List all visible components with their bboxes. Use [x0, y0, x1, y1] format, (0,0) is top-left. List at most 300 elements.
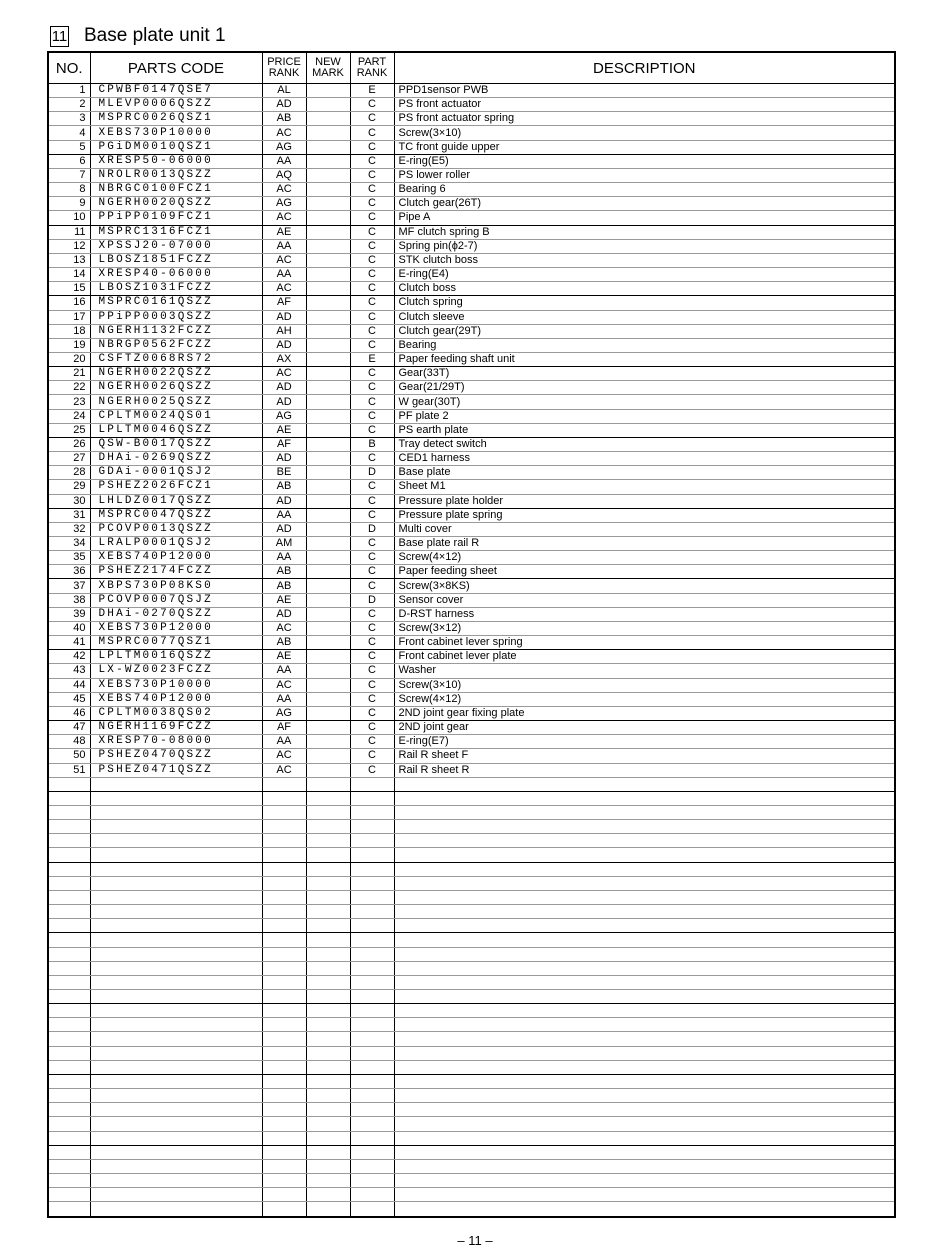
- row-number: 5: [48, 140, 90, 154]
- row-part-rank: C: [350, 636, 394, 650]
- row-price-rank: AB: [262, 480, 306, 494]
- table-row: [48, 395, 895, 409]
- row-description: [394, 820, 895, 834]
- row-number: [48, 1032, 90, 1046]
- row-description: Clutch gear(29T): [394, 324, 895, 338]
- row-part-rank: C: [350, 621, 394, 635]
- row-new-mark: [306, 1103, 350, 1117]
- table-row: [48, 749, 895, 763]
- row-description: [394, 805, 895, 819]
- table-row: [48, 508, 895, 522]
- row-description: [394, 890, 895, 904]
- table-row: [48, 480, 895, 494]
- row-description: [394, 1159, 895, 1173]
- row-number: [48, 1131, 90, 1145]
- row-part-rank: C: [350, 607, 394, 621]
- row-description: [394, 1145, 895, 1159]
- row-description: Front cabinet lever plate: [394, 650, 895, 664]
- row-number: 39: [48, 607, 90, 621]
- row-part-rank: [350, 1060, 394, 1074]
- row-number: 20: [48, 352, 90, 366]
- row-description: Gear(33T): [394, 367, 895, 381]
- row-new-mark: [306, 947, 350, 961]
- row-new-mark: [306, 268, 350, 282]
- row-part-rank: C: [350, 749, 394, 763]
- table-row: [48, 239, 895, 253]
- row-price-rank: [262, 791, 306, 805]
- row-part-rank: C: [350, 409, 394, 423]
- col-header-part-rank: PART RANK: [350, 52, 394, 84]
- row-description: [394, 1117, 895, 1131]
- row-new-mark: [306, 168, 350, 182]
- section-number-box: 11: [51, 27, 68, 45]
- row-description: Rail R sheet R: [394, 763, 895, 777]
- row-parts-code: [90, 1131, 262, 1145]
- row-part-rank: C: [350, 310, 394, 324]
- row-part-rank: [350, 947, 394, 961]
- row-parts-code: [90, 905, 262, 919]
- row-price-rank: [262, 919, 306, 933]
- row-parts-code: [90, 1117, 262, 1131]
- table-row: [48, 1060, 895, 1074]
- table-row: [48, 225, 895, 239]
- row-price-rank: [262, 834, 306, 848]
- row-parts-code: PSHEZ0470QSZZ: [90, 749, 262, 763]
- row-parts-code: XPSSJ20-07000: [90, 239, 262, 253]
- row-part-rank: C: [350, 253, 394, 267]
- row-description: [394, 1174, 895, 1188]
- row-parts-code: NGERH0022QSZZ: [90, 367, 262, 381]
- row-price-rank: BE: [262, 466, 306, 480]
- table-row: [48, 423, 895, 437]
- row-new-mark: [306, 621, 350, 635]
- section-title: Base plate unit 1: [84, 25, 226, 46]
- row-number: [48, 1074, 90, 1088]
- row-price-rank: AX: [262, 352, 306, 366]
- row-new-mark: [306, 239, 350, 253]
- row-number: [48, 890, 90, 904]
- row-description: [394, 862, 895, 876]
- row-price-rank: [262, 876, 306, 890]
- table-row: [48, 1131, 895, 1145]
- row-part-rank: C: [350, 112, 394, 126]
- row-part-rank: C: [350, 381, 394, 395]
- row-part-rank: C: [350, 551, 394, 565]
- row-number: [48, 1060, 90, 1074]
- row-parts-code: [90, 862, 262, 876]
- row-new-mark: [306, 253, 350, 267]
- row-number: 30: [48, 494, 90, 508]
- row-price-rank: AC: [262, 282, 306, 296]
- row-number: [48, 1018, 90, 1032]
- row-price-rank: [262, 1159, 306, 1173]
- row-price-rank: AF: [262, 296, 306, 310]
- row-number: 24: [48, 409, 90, 423]
- row-price-rank: AD: [262, 494, 306, 508]
- row-price-rank: AM: [262, 537, 306, 551]
- row-part-rank: C: [350, 211, 394, 225]
- row-price-rank: AF: [262, 437, 306, 451]
- row-number: 15: [48, 282, 90, 296]
- row-number: [48, 1174, 90, 1188]
- row-part-rank: [350, 1089, 394, 1103]
- row-part-rank: C: [350, 126, 394, 140]
- row-number: 16: [48, 296, 90, 310]
- row-part-rank: [350, 1117, 394, 1131]
- table-row: [48, 522, 895, 536]
- row-new-mark: [306, 381, 350, 395]
- row-part-rank: C: [350, 721, 394, 735]
- row-parts-code: [90, 1018, 262, 1032]
- row-number: 50: [48, 749, 90, 763]
- table-row: [48, 268, 895, 282]
- table-row: [48, 607, 895, 621]
- row-new-mark: [306, 890, 350, 904]
- table-row: [48, 452, 895, 466]
- row-number: [48, 848, 90, 862]
- row-price-rank: [262, 1188, 306, 1202]
- table-header-row: [48, 52, 895, 84]
- col-header-description: DESCRIPTION: [394, 52, 895, 84]
- row-part-rank: C: [350, 664, 394, 678]
- row-part-rank: B: [350, 437, 394, 451]
- row-part-rank: [350, 862, 394, 876]
- row-description: Paper feeding sheet: [394, 565, 895, 579]
- row-description: Screw(3×10): [394, 126, 895, 140]
- row-number: 25: [48, 423, 90, 437]
- row-description: PS front actuator spring: [394, 112, 895, 126]
- row-number: [48, 777, 90, 791]
- row-description: PF plate 2: [394, 409, 895, 423]
- row-price-rank: AB: [262, 636, 306, 650]
- row-part-rank: C: [350, 338, 394, 352]
- row-part-rank: [350, 1188, 394, 1202]
- row-parts-code: [90, 876, 262, 890]
- table-row: [48, 1004, 895, 1018]
- row-number: 26: [48, 437, 90, 451]
- row-part-rank: C: [350, 579, 394, 593]
- row-description: PS lower roller: [394, 168, 895, 182]
- table-row: [48, 381, 895, 395]
- row-number: [48, 975, 90, 989]
- table-row: [48, 1032, 895, 1046]
- table-row: [48, 98, 895, 112]
- row-parts-code: CPLTM0024QS01: [90, 409, 262, 423]
- row-parts-code: PSHEZ0471QSZZ: [90, 763, 262, 777]
- row-price-rank: AD: [262, 98, 306, 112]
- row-price-rank: [262, 848, 306, 862]
- row-parts-code: XEBS730P10000: [90, 126, 262, 140]
- row-number: 2: [48, 98, 90, 112]
- row-description: [394, 777, 895, 791]
- row-part-rank: [350, 1074, 394, 1088]
- row-description: PPD1sensor PWB: [394, 84, 895, 98]
- row-parts-code: MSPRC0161QSZZ: [90, 296, 262, 310]
- row-description: [394, 933, 895, 947]
- row-price-rank: [262, 1174, 306, 1188]
- row-new-mark: [306, 522, 350, 536]
- row-number: 44: [48, 678, 90, 692]
- row-number: 41: [48, 636, 90, 650]
- row-price-rank: AQ: [262, 168, 306, 182]
- row-part-rank: C: [350, 225, 394, 239]
- row-parts-code: [90, 1004, 262, 1018]
- row-price-rank: AE: [262, 225, 306, 239]
- row-part-rank: C: [350, 565, 394, 579]
- row-parts-code: XEBS730P10000: [90, 678, 262, 692]
- row-price-rank: AC: [262, 763, 306, 777]
- row-new-mark: [306, 338, 350, 352]
- row-number: [48, 862, 90, 876]
- row-number: 31: [48, 508, 90, 522]
- row-price-rank: AE: [262, 423, 306, 437]
- table-row: [48, 197, 895, 211]
- row-new-mark: [306, 1174, 350, 1188]
- row-description: E-ring(E7): [394, 735, 895, 749]
- row-new-mark: [306, 1089, 350, 1103]
- row-number: 10: [48, 211, 90, 225]
- row-description: [394, 834, 895, 848]
- row-description: STK clutch boss: [394, 253, 895, 267]
- row-price-rank: AC: [262, 253, 306, 267]
- row-description: Bearing 6: [394, 183, 895, 197]
- row-number: 47: [48, 721, 90, 735]
- row-new-mark: [306, 211, 350, 225]
- row-new-mark: [306, 197, 350, 211]
- row-new-mark: [306, 791, 350, 805]
- row-price-rank: AA: [262, 664, 306, 678]
- table-row: [48, 551, 895, 565]
- table-row: [48, 721, 895, 735]
- row-description: Tray detect switch: [394, 437, 895, 451]
- row-new-mark: [306, 494, 350, 508]
- row-number: 12: [48, 239, 90, 253]
- row-description: [394, 1060, 895, 1074]
- row-number: [48, 1159, 90, 1173]
- table-row: [48, 834, 895, 848]
- table-row: [48, 1046, 895, 1060]
- row-price-rank: AG: [262, 706, 306, 720]
- table-row: [48, 1074, 895, 1088]
- row-new-mark: [306, 933, 350, 947]
- row-new-mark: [306, 126, 350, 140]
- row-new-mark: [306, 848, 350, 862]
- row-description: [394, 919, 895, 933]
- row-part-rank: [350, 1174, 394, 1188]
- row-new-mark: [306, 905, 350, 919]
- row-parts-code: [90, 947, 262, 961]
- row-parts-code: PSHEZ2174FCZZ: [90, 565, 262, 579]
- row-description: 2ND joint gear fixing plate: [394, 706, 895, 720]
- row-parts-code: GDAi-0001QSJ2: [90, 466, 262, 480]
- row-price-rank: AD: [262, 310, 306, 324]
- row-part-rank: [350, 848, 394, 862]
- table-row: [48, 862, 895, 876]
- row-new-mark: [306, 452, 350, 466]
- row-new-mark: [306, 112, 350, 126]
- row-new-mark: [306, 805, 350, 819]
- col-header-parts-code: PARTS CODE: [90, 52, 262, 84]
- row-parts-code: [90, 1032, 262, 1046]
- row-parts-code: [90, 1089, 262, 1103]
- row-new-mark: [306, 1004, 350, 1018]
- table-row: [48, 296, 895, 310]
- row-description: [394, 905, 895, 919]
- row-new-mark: [306, 466, 350, 480]
- row-parts-code: [90, 919, 262, 933]
- row-new-mark: [306, 282, 350, 296]
- row-description: Sheet M1: [394, 480, 895, 494]
- row-part-rank: C: [350, 140, 394, 154]
- row-parts-code: MLEVP0006QSZZ: [90, 98, 262, 112]
- row-parts-code: MSPRC0077QSZ1: [90, 636, 262, 650]
- table-row: [48, 1145, 895, 1159]
- row-description: Screw(3×12): [394, 621, 895, 635]
- row-parts-code: [90, 933, 262, 947]
- row-parts-code: PGiDM0010QSZ1: [90, 140, 262, 154]
- row-price-rank: [262, 1060, 306, 1074]
- row-parts-code: [90, 990, 262, 1004]
- table-row: [48, 494, 895, 508]
- table-row: [48, 805, 895, 819]
- row-part-rank: [350, 933, 394, 947]
- row-number: [48, 1117, 90, 1131]
- row-number: 8: [48, 183, 90, 197]
- row-new-mark: [306, 706, 350, 720]
- table-row: [48, 367, 895, 381]
- row-part-rank: C: [350, 239, 394, 253]
- row-part-rank: [350, 1159, 394, 1173]
- row-number: [48, 1103, 90, 1117]
- row-number: 46: [48, 706, 90, 720]
- row-price-rank: AD: [262, 522, 306, 536]
- row-number: [48, 876, 90, 890]
- row-price-rank: AC: [262, 678, 306, 692]
- row-price-rank: AB: [262, 112, 306, 126]
- row-new-mark: [306, 607, 350, 621]
- row-number: 35: [48, 551, 90, 565]
- row-part-rank: C: [350, 197, 394, 211]
- row-part-rank: C: [350, 692, 394, 706]
- row-parts-code: NGERH1169FCZZ: [90, 721, 262, 735]
- row-description: W gear(30T): [394, 395, 895, 409]
- table-row: [48, 791, 895, 805]
- row-price-rank: [262, 1018, 306, 1032]
- table-row: [48, 352, 895, 366]
- row-parts-code: NGERH0025QSZZ: [90, 395, 262, 409]
- row-parts-code: DHAi-0269QSZZ: [90, 452, 262, 466]
- row-new-mark: [306, 395, 350, 409]
- row-part-rank: C: [350, 324, 394, 338]
- row-description: Pressure plate holder: [394, 494, 895, 508]
- row-part-rank: [350, 834, 394, 848]
- row-part-rank: C: [350, 508, 394, 522]
- parts-table: [47, 51, 896, 1218]
- table-row: [48, 1117, 895, 1131]
- row-description: Gear(21/29T): [394, 381, 895, 395]
- row-parts-code: XRESP40-06000: [90, 268, 262, 282]
- row-price-rank: AD: [262, 395, 306, 409]
- row-description: E-ring(E5): [394, 154, 895, 168]
- row-parts-code: NGERH0026QSZZ: [90, 381, 262, 395]
- table-row: [48, 253, 895, 267]
- row-description: [394, 975, 895, 989]
- row-number: 17: [48, 310, 90, 324]
- row-new-mark: [306, 84, 350, 98]
- row-part-rank: [350, 905, 394, 919]
- row-price-rank: AA: [262, 154, 306, 168]
- row-parts-code: XEBS740P12000: [90, 551, 262, 565]
- row-part-rank: C: [350, 494, 394, 508]
- table-row: [48, 1188, 895, 1202]
- row-description: Base plate rail R: [394, 537, 895, 551]
- row-parts-code: LBŌSZ1031FCZZ: [90, 282, 262, 296]
- row-description: [394, 1046, 895, 1060]
- row-number: [48, 905, 90, 919]
- row-number: [48, 1145, 90, 1159]
- row-price-rank: [262, 1103, 306, 1117]
- row-price-rank: AE: [262, 650, 306, 664]
- row-number: 51: [48, 763, 90, 777]
- row-description: Screw(3×10): [394, 678, 895, 692]
- row-parts-code: [90, 1174, 262, 1188]
- row-price-rank: [262, 1117, 306, 1131]
- row-part-rank: [350, 820, 394, 834]
- row-part-rank: [350, 1046, 394, 1060]
- table-row: [48, 820, 895, 834]
- row-description: [394, 1018, 895, 1032]
- row-description: [394, 1032, 895, 1046]
- table-row: [48, 593, 895, 607]
- row-price-rank: [262, 1004, 306, 1018]
- row-part-rank: [350, 1145, 394, 1159]
- table-row: [48, 763, 895, 777]
- row-description: [394, 1188, 895, 1202]
- row-part-rank: C: [350, 282, 394, 296]
- row-new-mark: [306, 1188, 350, 1202]
- row-price-rank: AG: [262, 140, 306, 154]
- row-part-rank: D: [350, 466, 394, 480]
- row-price-rank: AA: [262, 692, 306, 706]
- row-number: 27: [48, 452, 90, 466]
- table-row: [48, 338, 895, 352]
- table-row: [48, 919, 895, 933]
- table-row: [48, 692, 895, 706]
- row-description: [394, 990, 895, 1004]
- row-parts-code: MSPRC0047QSZZ: [90, 508, 262, 522]
- row-description: Base plate: [394, 466, 895, 480]
- row-new-mark: [306, 650, 350, 664]
- row-price-rank: AA: [262, 508, 306, 522]
- row-description: 2ND joint gear: [394, 721, 895, 735]
- row-number: [48, 834, 90, 848]
- table-row: [48, 664, 895, 678]
- row-new-mark: [306, 409, 350, 423]
- row-part-rank: [350, 990, 394, 1004]
- row-part-rank: C: [350, 480, 394, 494]
- row-price-rank: AF: [262, 721, 306, 735]
- row-part-rank: D: [350, 522, 394, 536]
- row-price-rank: AB: [262, 579, 306, 593]
- row-number: 18: [48, 324, 90, 338]
- row-parts-code: LPLTM0016QSZZ: [90, 650, 262, 664]
- row-new-mark: [306, 961, 350, 975]
- row-number: [48, 791, 90, 805]
- row-price-rank: [262, 820, 306, 834]
- row-parts-code: NGERH0020QSZZ: [90, 197, 262, 211]
- row-price-rank: [262, 777, 306, 791]
- row-number: 43: [48, 664, 90, 678]
